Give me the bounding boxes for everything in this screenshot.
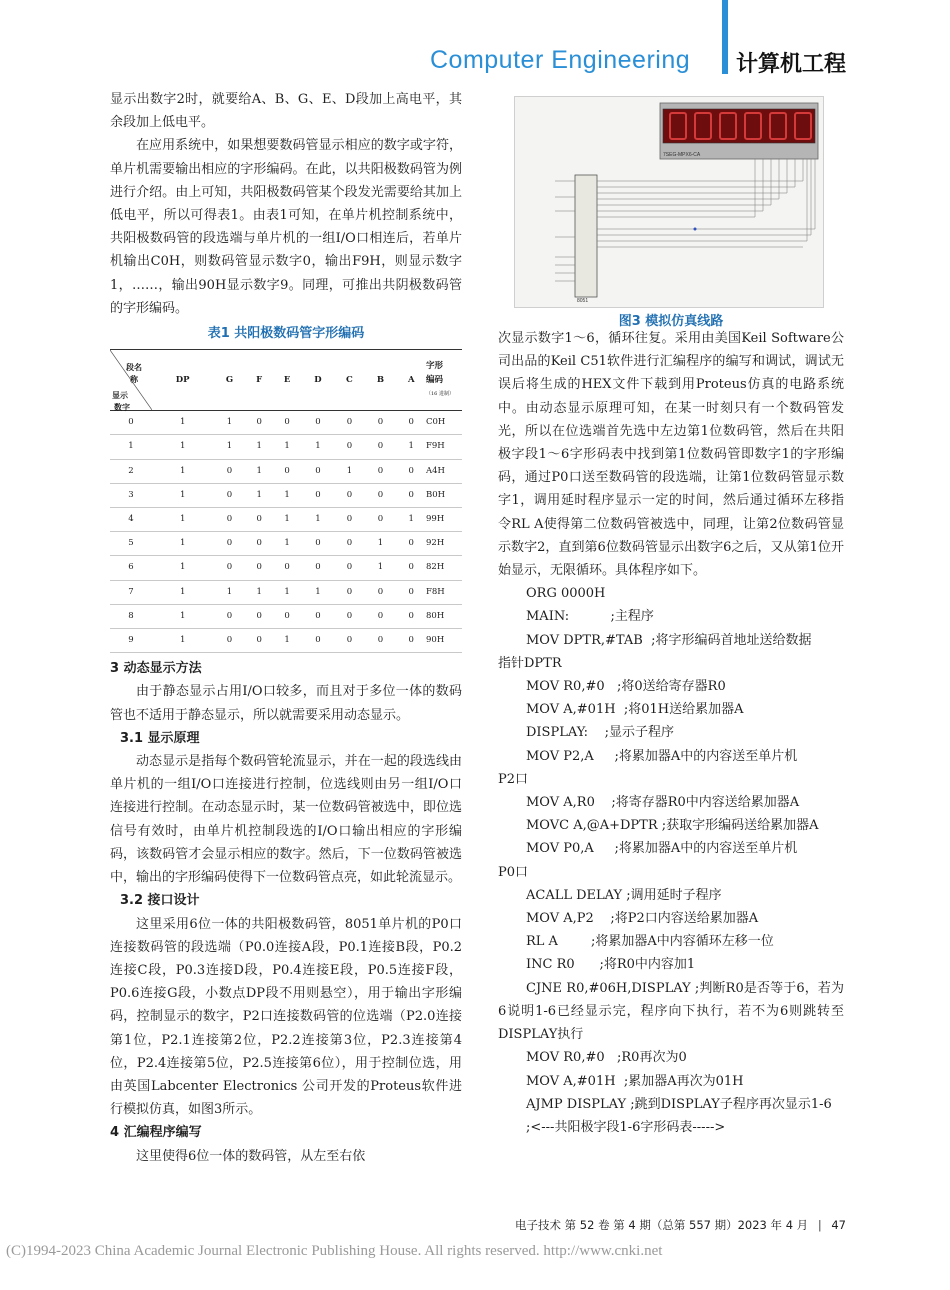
left-column bbox=[110, 88, 462, 1168]
segment-cell: 1 bbox=[273, 629, 302, 653]
digit-cell: 2 bbox=[110, 459, 152, 483]
page-footer: 电子技术 第 52 卷 第 4 期（总第 557 期）2023 年 4 月 | 47 bbox=[514, 1218, 846, 1232]
code-line: MOV A,#01H ;将01H送给累加器A bbox=[526, 702, 744, 718]
code-line: MOV R0,#0 ;R0再次为0 bbox=[526, 1050, 687, 1066]
table-row bbox=[110, 411, 462, 435]
corner-label-name: 称 bbox=[130, 374, 138, 385]
segment-cell: 1 bbox=[273, 532, 302, 556]
segment-cell: 0 bbox=[397, 556, 427, 580]
segment-cell: 1 bbox=[152, 629, 213, 653]
segment-cell: 0 bbox=[246, 532, 273, 556]
paragraph: 动态显示是指每个数码管轮流显示，并在一起的段选线由单片机的一组I/O口连接进行控制，位选线则由另一组I/O口连接进行控制。在动态显示时，某一位数码管被选中，即位选信号有效时，由单片机控制段选的I/O口输出相应的字形编码，该数码管才会显示相应的数字。然后，下一位数码管被选中，输出的字形编码使得下一位数码管点亮，如此轮流显示。 bbox=[110, 754, 462, 886]
table-row bbox=[110, 580, 462, 604]
table-row bbox=[110, 556, 462, 580]
digit-cell: 8 bbox=[110, 604, 152, 628]
paragraph: 显示出数字2时，就要给A、B、G、E、D段加上高电平，其余段加上低电平。 bbox=[110, 92, 462, 131]
col-header: B bbox=[364, 350, 396, 411]
segment-cell: 0 bbox=[397, 629, 427, 653]
col-header: DP bbox=[152, 350, 213, 411]
code-header-line: 字形 bbox=[426, 361, 444, 372]
segment-cell: 1 bbox=[246, 459, 273, 483]
segment-cell: 1 bbox=[397, 508, 427, 532]
segment-cell: 1 bbox=[152, 604, 213, 628]
table-row bbox=[110, 435, 462, 459]
code-line: P2口 bbox=[498, 771, 529, 787]
digit-cell: 1 bbox=[110, 435, 152, 459]
table-caption: 表1 共阳极数码管字形编码 bbox=[207, 326, 365, 342]
segment-cell: 0 bbox=[302, 604, 335, 628]
code-line: ACALL DELAY ;调用延时子程序 bbox=[526, 887, 722, 903]
code-line: CJNE R0,#06H,DISPLAY ;判断R0是否等于6，若为6说明1-6已经显示完，程序向下执行，若不为6则跳转至DISPLAY执行 bbox=[498, 980, 844, 1043]
table-row bbox=[110, 532, 462, 556]
digit-cell: 0 bbox=[110, 411, 152, 435]
segment-cell: 0 bbox=[302, 532, 335, 556]
segment-cell: 0 bbox=[246, 508, 273, 532]
col-header: D bbox=[302, 350, 335, 411]
segment-cell: 1 bbox=[152, 580, 213, 604]
code-line: AJMP DISPLAY ;跳到DISPLAY子程序再次显示1-6 bbox=[526, 1096, 832, 1112]
segment-cell: 0 bbox=[364, 435, 396, 459]
table-row bbox=[110, 483, 462, 507]
corner-label-disp: 显示 bbox=[112, 390, 128, 401]
segment-cell: 0 bbox=[334, 629, 364, 653]
journal-title-en: Computer Engineering bbox=[430, 46, 691, 74]
segment-cell: 0 bbox=[334, 556, 364, 580]
segment-cell: 0 bbox=[334, 411, 364, 435]
segment-cell: 1 bbox=[152, 483, 213, 507]
segment-cell: 0 bbox=[334, 580, 364, 604]
segment-cell: 0 bbox=[213, 629, 245, 653]
code-line: RL A ;将累加器A中内容循环左移一位 bbox=[526, 934, 774, 950]
segment-cell: 1 bbox=[302, 435, 335, 459]
segment-cell: 1 bbox=[273, 580, 302, 604]
display-part-label: 7SEG-MPX6-CA bbox=[663, 152, 701, 158]
section-heading: 3 动态显示方法 bbox=[110, 661, 202, 677]
segment-cell: 1 bbox=[152, 435, 213, 459]
copyright-notice: (C)1994-2023 China Academic Journal Electronic Publishing House. All rights reserved. http://www.cnki.net bbox=[6, 1243, 663, 1259]
subsection-heading: 3.1 显示原理 bbox=[120, 730, 200, 746]
code-header-line: 编码 bbox=[426, 375, 444, 386]
segment-cell: 1 bbox=[397, 435, 427, 459]
segment-cell: 1 bbox=[152, 508, 213, 532]
segment-cell: 0 bbox=[397, 604, 427, 628]
segment-cell: 1 bbox=[302, 508, 335, 532]
segment-cell: 1 bbox=[246, 483, 273, 507]
segment-cell: 0 bbox=[364, 604, 396, 628]
code-line: DISPLAY: ;显示子程序 bbox=[526, 725, 674, 741]
col-header: F bbox=[246, 350, 273, 411]
segment-cell: 0 bbox=[273, 459, 302, 483]
segment-cell: 0 bbox=[334, 483, 364, 507]
chip-label: 8051 bbox=[577, 298, 589, 304]
code-line: MOV DPTR,#TAB ;将字形编码首地址送给数据 bbox=[526, 632, 812, 648]
segment-cell: 0 bbox=[334, 532, 364, 556]
code-line: MOV P0,A ;将累加器A中的内容送至单片机 bbox=[526, 841, 798, 857]
segment-cell: 0 bbox=[213, 483, 245, 507]
segment-cell: 0 bbox=[302, 556, 335, 580]
segment-cell: 0 bbox=[213, 508, 245, 532]
code-line: MOV A,R0 ;将寄存器R0中内容送给累加器A bbox=[526, 795, 800, 811]
segment-cell: 0 bbox=[273, 556, 302, 580]
segment-code-table bbox=[110, 349, 462, 653]
digit-cell: 4 bbox=[110, 508, 152, 532]
segment-cell: 1 bbox=[152, 459, 213, 483]
code-cell: 80H bbox=[426, 604, 462, 628]
segment-cell: 0 bbox=[273, 411, 302, 435]
code-cell: C0H bbox=[426, 411, 462, 435]
segment-cell: 0 bbox=[334, 508, 364, 532]
segment-cell: 1 bbox=[334, 459, 364, 483]
segment-cell: 1 bbox=[246, 435, 273, 459]
table-row bbox=[110, 604, 462, 628]
col-header: A bbox=[397, 350, 427, 411]
code-cell: F9H bbox=[426, 435, 462, 459]
code-line: MOV A,#01H ;累加器A再次为01H bbox=[526, 1073, 744, 1089]
segment-cell: 0 bbox=[213, 604, 245, 628]
segment-cell: 1 bbox=[213, 435, 245, 459]
segment-cell: 0 bbox=[364, 580, 396, 604]
code-cell: 99H bbox=[426, 508, 462, 532]
segment-cell: 0 bbox=[397, 459, 427, 483]
page-number: 47 bbox=[831, 1218, 846, 1232]
digit-cell: 5 bbox=[110, 532, 152, 556]
table-row bbox=[110, 508, 462, 532]
corner-label-seg: 段名 bbox=[126, 362, 142, 373]
segment-cell: 0 bbox=[213, 459, 245, 483]
segment-cell: 0 bbox=[364, 459, 396, 483]
code-line: ORG 0000H bbox=[526, 586, 606, 602]
code-line: MOV P2,A ;将累加器A中的内容送至单片机 bbox=[526, 748, 798, 764]
table-corner-header bbox=[110, 350, 152, 411]
code-line: MOV A,P2 ;将P2口内容送给累加器A bbox=[526, 911, 759, 927]
segment-cell: 0 bbox=[213, 556, 245, 580]
right-column bbox=[498, 327, 844, 1139]
code-cell: 82H bbox=[426, 556, 462, 580]
code-cell: A4H bbox=[426, 459, 462, 483]
segment-cell: 0 bbox=[302, 629, 335, 653]
paragraph: 次显示数字1～6，循环往复。采用由美国Keil Software公司出品的Keil C51软件进行汇编程序的编写和调试，调试无误后将生成的HEX文件下载到用Proteus仿真的电路系统中。由动态显示原理可知，在某一时刻只有一个数码管发光，所以在位选端首先选中左边第1位数码管，然后在共阳极字段1～6字形码表中找到第1位数码管即数字1的字形编码，通过P0口送至数码管的段选端，让第1位数码管显示数字1，调用延时程序显示一定的时间，然后通过循环左移指令RL A使得第二位数码管被选中，同理，让第2位数码管显示数字2，直到第6位数码管显示出数字6之后，又从第1位开始显示，无限循环。具体程序如下。 bbox=[498, 331, 844, 579]
segment-cell: 1 bbox=[273, 508, 302, 532]
assembly-code-block bbox=[498, 582, 844, 1139]
segment-cell: 0 bbox=[273, 604, 302, 628]
table-body bbox=[110, 411, 462, 653]
segment-cell: 0 bbox=[364, 483, 396, 507]
segment-cell: 0 bbox=[302, 483, 335, 507]
code-cell: 90H bbox=[426, 629, 462, 653]
segment-cell: 1 bbox=[246, 580, 273, 604]
digit-cell: 6 bbox=[110, 556, 152, 580]
segment-cell: 0 bbox=[397, 580, 427, 604]
paragraph: 在应用系统中，如果想要数码管显示相应的数字或字符，单片机需要输出相应的字形编码。在此，以共阳极数码管为例进行介绍。由上可知，共阳极数码管某个段发光需要给其加上低电平，所以可得表1。由表1可知，在单片机控制系统中，共阳极数码管的段选端与单片机的一组I/O口相连后，若单片机输出C0H，则数码管显示数字0，输出F9H，则显示数字1，……，输出90H显示数字9。同理，可推出共阴极数码管的字形编码。 bbox=[110, 138, 462, 316]
code-line: P0口 bbox=[498, 864, 529, 880]
segment-cell: 1 bbox=[273, 483, 302, 507]
corner-label-num: 数字 bbox=[114, 402, 130, 413]
col-header: C bbox=[334, 350, 364, 411]
segment-cell: 0 bbox=[364, 629, 396, 653]
paragraph: 这里使得6位一体的数码管，从左至右依 bbox=[136, 1148, 366, 1164]
code-col-header bbox=[426, 350, 462, 411]
code-cell: 92H bbox=[426, 532, 462, 556]
code-line: MAIN: ;主程序 bbox=[526, 609, 654, 625]
segment-cell: 0 bbox=[397, 411, 427, 435]
segment-cell: 0 bbox=[334, 604, 364, 628]
code-header-line: （16 进制） bbox=[426, 391, 454, 398]
segment-cell: 0 bbox=[246, 411, 273, 435]
circuit-figure bbox=[514, 96, 824, 308]
segment-cell: 0 bbox=[397, 532, 427, 556]
segment-cell: 1 bbox=[364, 556, 396, 580]
code-line: MOVC A,@A+DPTR ;获取字形编码送给累加器A bbox=[526, 818, 819, 834]
segment-cell: 0 bbox=[213, 532, 245, 556]
segment-cell: 0 bbox=[334, 435, 364, 459]
subsection-heading: 3.2 接口设计 bbox=[120, 893, 200, 909]
digit-cell: 9 bbox=[110, 629, 152, 653]
segment-cell: 1 bbox=[213, 411, 245, 435]
segment-cell: 0 bbox=[397, 483, 427, 507]
figure-caption: 图3 模拟仿真线路 bbox=[618, 314, 724, 329]
digit-cell: 3 bbox=[110, 483, 152, 507]
header-accent-bar bbox=[722, 0, 728, 74]
segment-cell: 1 bbox=[152, 411, 213, 435]
segment-cell: 1 bbox=[152, 532, 213, 556]
segment-cell: 1 bbox=[302, 580, 335, 604]
segment-cell: 0 bbox=[302, 459, 335, 483]
col-header: E bbox=[273, 350, 302, 411]
col-header: G bbox=[213, 350, 245, 411]
segment-cell: 0 bbox=[246, 556, 273, 580]
code-cell: B0H bbox=[426, 483, 462, 507]
segment-cell: 0 bbox=[246, 629, 273, 653]
section-heading: 4 汇编程序编写 bbox=[110, 1125, 202, 1141]
table-row bbox=[110, 629, 462, 653]
segment-cell: 0 bbox=[364, 411, 396, 435]
digit-cell: 7 bbox=[110, 580, 152, 604]
journal-title-cn: 计算机工程 bbox=[736, 52, 847, 77]
segment-cell: 1 bbox=[152, 556, 213, 580]
segment-cell: 0 bbox=[246, 604, 273, 628]
segment-cell: 0 bbox=[364, 508, 396, 532]
circuit-diagram bbox=[515, 97, 823, 307]
segment-cell: 1 bbox=[364, 532, 396, 556]
segment-cell: 1 bbox=[213, 580, 245, 604]
paragraph: 由于静态显示占用I/O口较多，而且对于多位一体的数码管也不适用于静态显示，所以就需要采用动态显示。 bbox=[110, 684, 462, 723]
segment-cell: 0 bbox=[302, 411, 335, 435]
paragraph: 这里采用6位一体的共阳极数码管，8051单片机的P0口连接数码管的段选端（P0.0连接A段，P0.1连接B段，P0.2连接C段，P0.3连接D段，P0.4连接E段，P0.5连接F段，P0.6连接G段，小数点DP段不用则悬空），用于输出字形编码，控制显示的数字，P2口连接数码管的位选端（P2.0连接第1位，P2.1连接第2位，P2.2连接第3位，P2.3连接第4位，P2.4连接第5位，P2.5连接第6位），用于控制位选，用由英国Labcenter Electronics 公司开发的Proteus软件进行模拟仿真，如图3所示。 bbox=[110, 916, 462, 1118]
code-line: ;<---共阳极字段1-6字形码表-----> bbox=[526, 1119, 726, 1135]
issue-info: 电子技术 第 52 卷 第 4 期（总第 557 期）2023 年 4 月 bbox=[514, 1218, 809, 1232]
code-line: MOV R0,#0 ;将0送给寄存器R0 bbox=[526, 679, 726, 695]
code-cell: F8H bbox=[426, 580, 462, 604]
code-line: 指针DPTR bbox=[498, 655, 562, 671]
table-row bbox=[110, 459, 462, 483]
segment-cell: 1 bbox=[273, 435, 302, 459]
code-line: INC R0 ;将R0中内容加1 bbox=[526, 957, 696, 973]
